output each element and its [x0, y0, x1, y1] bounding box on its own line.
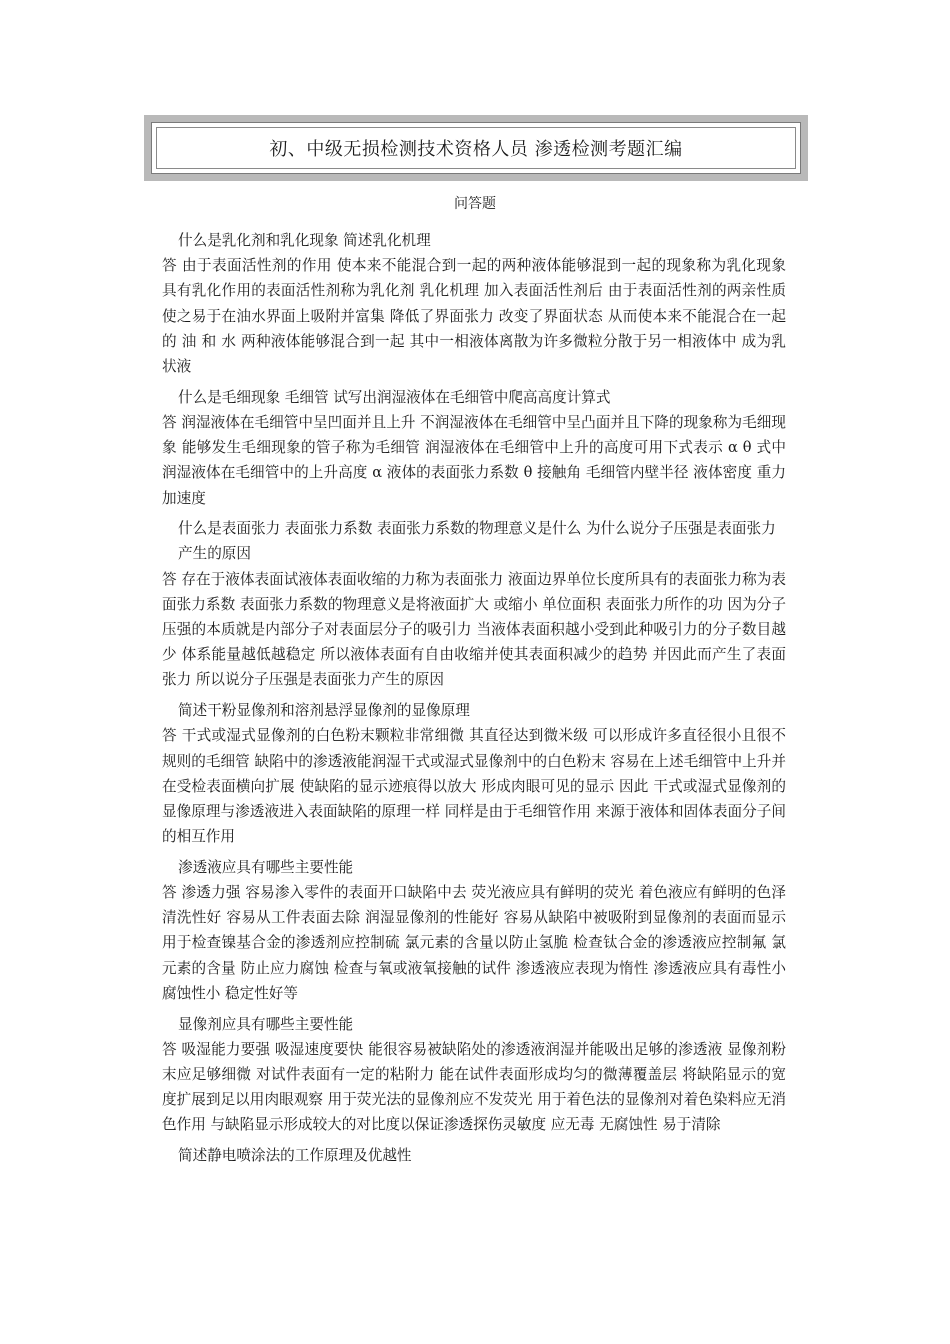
- qa-item: [162, 855, 786, 1006]
- question: 什么是乳化剂和乳化现象 简述乳化机理: [178, 232, 431, 249]
- answer: 答 渗透力强 容易渗入零件的表面开口缺陷中去 荧光液应具有鲜明的荧光 着色液应有鲜明的色泽 清洗性好 容易从工件表面去除 润湿显像剂的性能好 容易从缺陷中被吸附到显像剂的表面而显示 用于检查镍基合金的渗透剂应控制硫 氯元素的含量以防止氢脆 检查钛合金的渗透液应控制氟 氯元素的含量 防止应力腐蚀 检查与氧或液氧接触的试件 渗透液应表现为惰性 渗透液应具有毒性小 腐蚀性小 稳定性好等: [162, 884, 786, 1002]
- qa-item: [162, 1012, 786, 1138]
- question: 简述静电喷涂法的工作原理及优越性: [178, 1147, 412, 1165]
- qa-item: [162, 516, 786, 692]
- qa-item: [162, 385, 786, 511]
- question: 简述干粉显像剂和溶剂悬浮显像剂的显像原理: [178, 702, 470, 720]
- title-frame: [144, 115, 808, 181]
- question: 渗透液应具有哪些主要性能: [178, 858, 354, 876]
- section-heading: 问答题: [454, 196, 496, 212]
- qa-list: [162, 228, 786, 1174]
- document-title: 初、中级无损检测技术资格人员 渗透检测考题汇编: [156, 127, 796, 169]
- qa-item: [162, 1143, 786, 1168]
- answer: 答 吸湿能力要强 吸湿速度要快 能很容易被缺陷处的渗透液润湿并能吸出足够的渗透液 显像剂粉末应足够细微 对试件表面有一定的粘附力 能在试件表面形成均匀的微薄覆盖层 将缺陷显示的宽度扩展到足以用肉眼观察 用于荧光法的显像剂应不发荧光 用于着色法的显像剂对着色染料应无消色作用 与缺陷显示形成较大的对比度以保证渗透探伤灵敏度 应无毒 无腐蚀性 易于清除: [162, 1040, 786, 1134]
- question: 什么是表面张力 表面张力系数 表面张力系数的物理意义是什么 为什么说分子压强是表面张力产生的原因: [178, 520, 776, 563]
- answer: 答 由于表面活性剂的作用 使本来不能混合到一起的两种液体能够混到一起的现象称为乳化现象 具有乳化作用的表面活性剂称为乳化剂 乳化机理 加入表面活性剂后 由于表面活性剂的两亲性质 使之易于在油水界面上吸附并富集 降低了界面张力 改变了界面状态 从而使本来不能混合在一起的 油 和 水 两种液体能够混合到一起 其中一相液体离散为许多微粒分散于另一相液体中 成为乳状液: [162, 257, 786, 376]
- answer: 答 干式或湿式显像剂的白色粉末颗粒非常细微 其直径达到微米级 可以形成许多直径很小且很不规则的毛细管 缺陷中的渗透液能润湿干式或湿式显像剂中的白色粉末 容易在上述毛细管中上升并在受检表面横向扩展 使缺陷的显示迹痕得以放大 形成肉眼可见的显示 因此 干式或湿式显像剂的显像原理与渗透液进入表面缺陷的原理一样 同样是由于毛细管作用 来源于液体和固体表面分子间的相互作用: [162, 727, 786, 846]
- answer: 答 润湿液体在毛细管中呈凹面并且上升 不润湿液体在毛细管中呈凸面并且下降的现象称为毛细现象 能够发生毛细现象的管子称为毛细管 润湿液体在毛细管中上升的高度可用下式表示 α θ 式中 润湿液体在毛细管中的上升高度 α 液体的表面张力系数 θ 接触角 毛细管内壁半径 液体密度 重力加速度: [162, 413, 786, 507]
- qa-item: [162, 228, 786, 379]
- question: 什么是毛细现象 毛细管 试写出润湿液体在毛细管中爬高高度计算式: [178, 388, 611, 406]
- qa-item: [162, 698, 786, 849]
- question: 显像剂应具有哪些主要性能: [178, 1015, 354, 1033]
- answer: 答 存在于液体表面试液体表面收缩的力称为表面张力 液面边界单位长度所具有的表面张力称为表面张力系数 表面张力系数的物理意义是将液面扩大 或缩小 单位面积 表面张力所作的功 因为分子压强的本质就是内部分子对表面层分子的吸引力 当液体表面积越小受到此种吸引力的分子数目越少 体系能量越低越稳定 所以液体表面有自由收缩并使其表面积减少的趋势 并因此而产生了表面张力 所以说分子压强是表面张力产生的原因: [162, 570, 786, 689]
